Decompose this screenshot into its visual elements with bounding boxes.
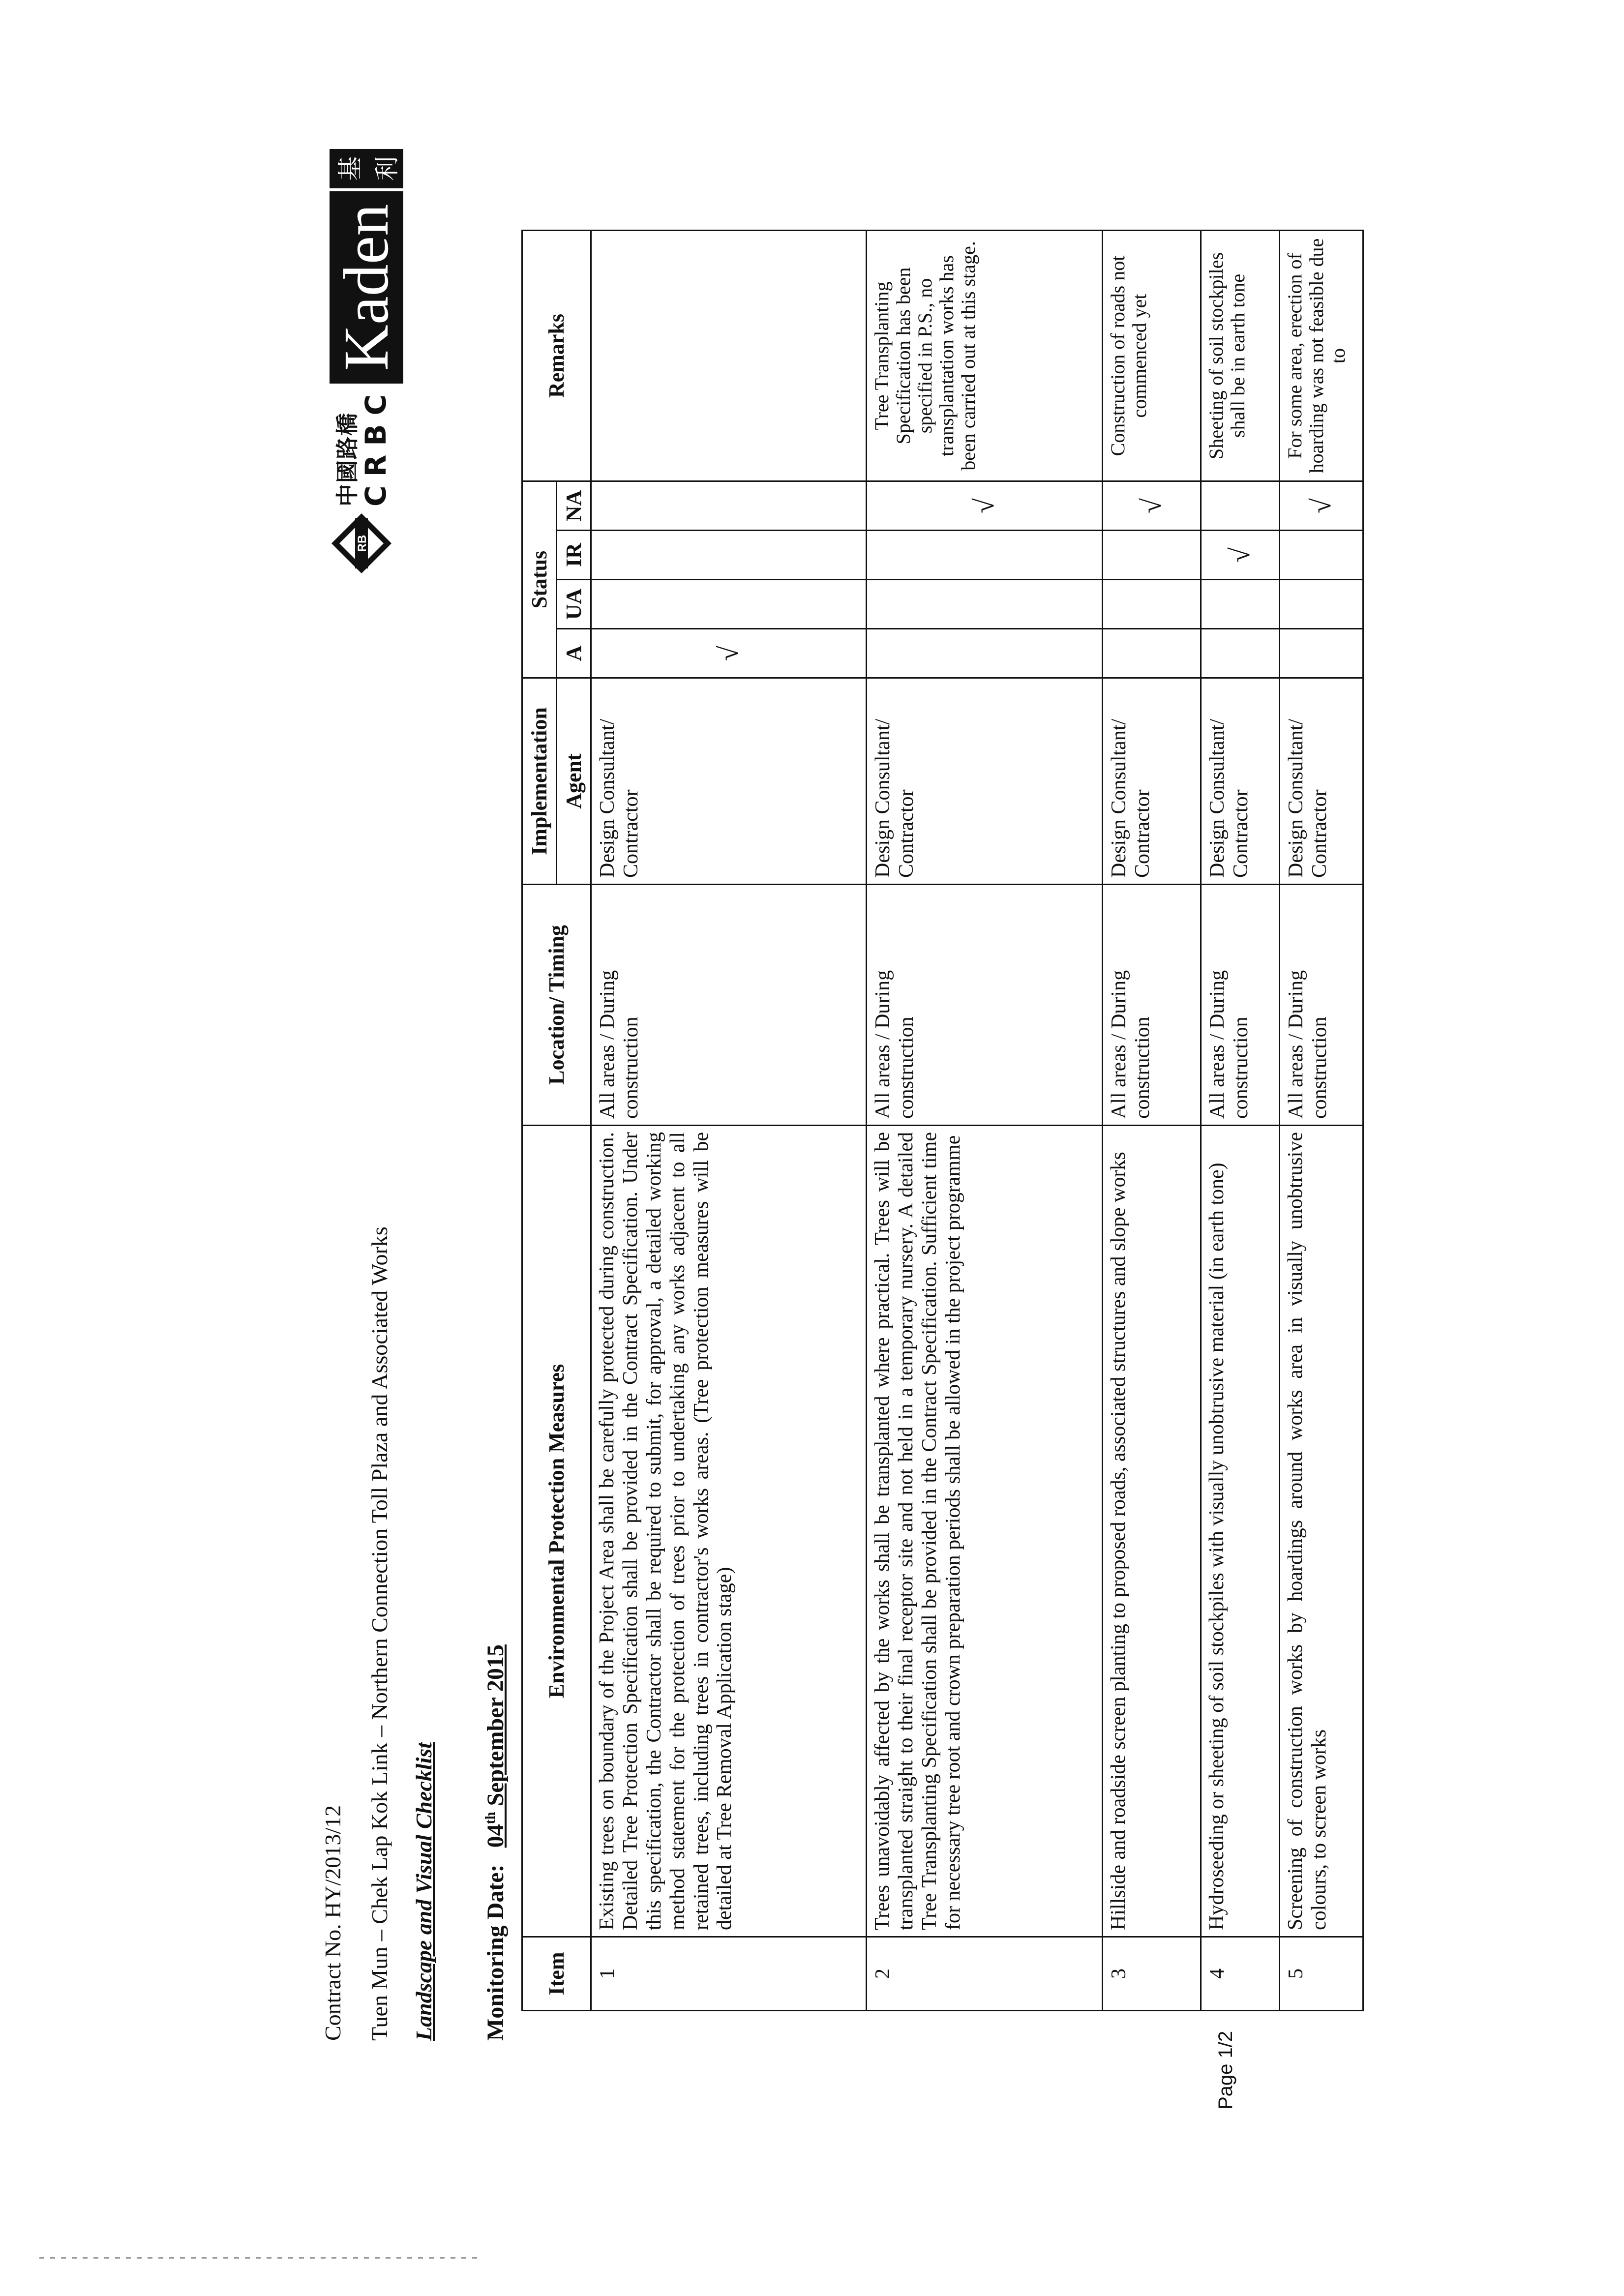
monitoring-date-value: 04th September 2015 (482, 1644, 509, 1848)
remarks-text: For some area, erection of hoarding was not feasible due to (1280, 231, 1363, 481)
table-row (591, 231, 867, 2011)
kaden-wordmark: Kaden (330, 191, 403, 384)
header-agent: Agent (557, 678, 591, 885)
header-status: Status (522, 481, 557, 678)
svg-text:RB: RB (356, 535, 369, 552)
crbc-chinese-name: 中國路橋 (334, 412, 361, 507)
location-timing: All areas / During construction (867, 885, 1103, 1126)
implementation-agent: Design Consultant/ Contractor (591, 678, 867, 885)
table-row (1201, 231, 1280, 2011)
rotated-document (320, 156, 1624, 2041)
status-a-check (1201, 629, 1280, 678)
header-remarks: Remarks (522, 231, 591, 481)
implementation-agent: Design Consultant/ Contractor (1201, 678, 1280, 885)
item-number: 3 (1103, 1937, 1201, 2011)
implementation-agent: Design Consultant/ Contractor (1103, 678, 1201, 885)
rb-logo (330, 511, 393, 575)
item-number: 5 (1280, 1937, 1363, 2011)
header-status-ua: UA (557, 580, 591, 629)
scan-artifact-line (39, 2257, 482, 2259)
measure-text: Trees unavoidably affected by the works shall be transplanted where practical. Trees will be transplanted straight to their final receptor site and not held in a temporary nursery. A detailed Tree Transplanting Specification shall be provided in the Contract Specification. Sufficient time for necessary tree root and crown preparation periods shall be allowed in the project programme (867, 1126, 1103, 1937)
location-timing: All areas / During construction (1280, 885, 1363, 1126)
status-ir-check (867, 531, 1103, 580)
status-a-check (1103, 629, 1201, 678)
header-implementation: Implementation (522, 678, 557, 885)
remarks-text: Construction of roads not commenced yet (1103, 231, 1201, 481)
table-row (867, 231, 1103, 2011)
item-number: 4 (1201, 1937, 1280, 2011)
implementation-agent: Design Consultant/ Contractor (1280, 678, 1363, 885)
measure-text: Existing trees on boundary of the Project Area shall be carefully protected during construction. Detailed Tree Protection Specification shall be provided in the Contract Specification. Under this specification, the Contractor shall be required to submit, for approval, a detailed working method statement for the protection of trees prior to undertaking any works adjacent to all retained trees, including trees in contractor's works areas. (Tree protection measures will be detailed at Tree Removal Application stage) (591, 1126, 867, 1937)
header-location: Location/ Timing (522, 885, 591, 1126)
table-row (1280, 231, 1363, 2011)
location-timing: All areas / During construction (1201, 885, 1280, 1126)
status-na-check: √ (1280, 481, 1363, 531)
header-status-na: NA (557, 481, 591, 531)
monitoring-date (482, 1644, 509, 2041)
header-status-a: A (557, 629, 591, 678)
crbc-english-name: CRBC (359, 386, 392, 507)
remarks-text: Tree Transplanting Specification has been specified in P.S., no transplantation works has been carried out at this stage. (867, 231, 1103, 481)
status-na-check: √ (867, 481, 1103, 531)
header-measures: Environmental Protection Measures (522, 1126, 591, 1937)
implementation-agent: Design Consultant/ Contractor (867, 678, 1103, 885)
kaden-chinese-mark: 基 利 (330, 149, 403, 188)
kaden-logo (330, 149, 403, 384)
status-a-check (867, 629, 1103, 678)
status-ua-check (1201, 580, 1280, 629)
monitoring-date-label: Monitoring Date: (482, 1864, 509, 2041)
status-ir-check (1280, 531, 1363, 580)
header-item: Item (522, 1937, 591, 2011)
status-ir-check: √ (1201, 531, 1280, 580)
status-ir-check (1103, 531, 1201, 580)
status-ir-check (591, 531, 867, 580)
checklist-table (521, 230, 1364, 2011)
status-ua-check (1280, 580, 1363, 629)
remarks-text: Sheeting of soil stockpiles shall be in earth tone (1201, 231, 1280, 481)
item-number: 1 (591, 1937, 867, 2011)
remarks-text (591, 231, 867, 481)
status-ua-check (591, 580, 867, 629)
status-ua-check (1103, 580, 1201, 629)
checklist-title: Landscape and Visual Checklist (411, 1742, 436, 2041)
contract-number: Contract No. HY/2013/12 (320, 1805, 345, 2041)
measure-text: Screening of construction works by hoardings around works area in visually unobtrusive colours, to screen works (1280, 1126, 1363, 1937)
measure-text: Hydroseeding or sheeting of soil stockpiles with visually unobtrusive material (in earth tone) (1201, 1126, 1280, 1937)
status-ua-check (867, 580, 1103, 629)
item-number: 2 (867, 1937, 1103, 2011)
project-title: Tuen Mun – Chek Lap Kok Link – Northern Connection Toll Plaza and Associated Works (367, 1226, 392, 2041)
status-na-check: √ (1103, 481, 1201, 531)
measure-text: Hillside and roadside screen planting to proposed roads, associated structures and slope works (1103, 1126, 1201, 1937)
status-a-check (1280, 629, 1363, 678)
header-status-ir: IR (557, 531, 591, 580)
page-number: Page 1/2 (1215, 2030, 1236, 2110)
location-timing: All areas / During construction (591, 885, 867, 1126)
location-timing: All areas / During construction (1103, 885, 1201, 1126)
status-a-check: √ (591, 629, 867, 678)
crbc-logo (330, 386, 392, 507)
status-na-check (591, 481, 867, 531)
table-row (1103, 231, 1201, 2011)
status-na-check (1201, 481, 1280, 531)
